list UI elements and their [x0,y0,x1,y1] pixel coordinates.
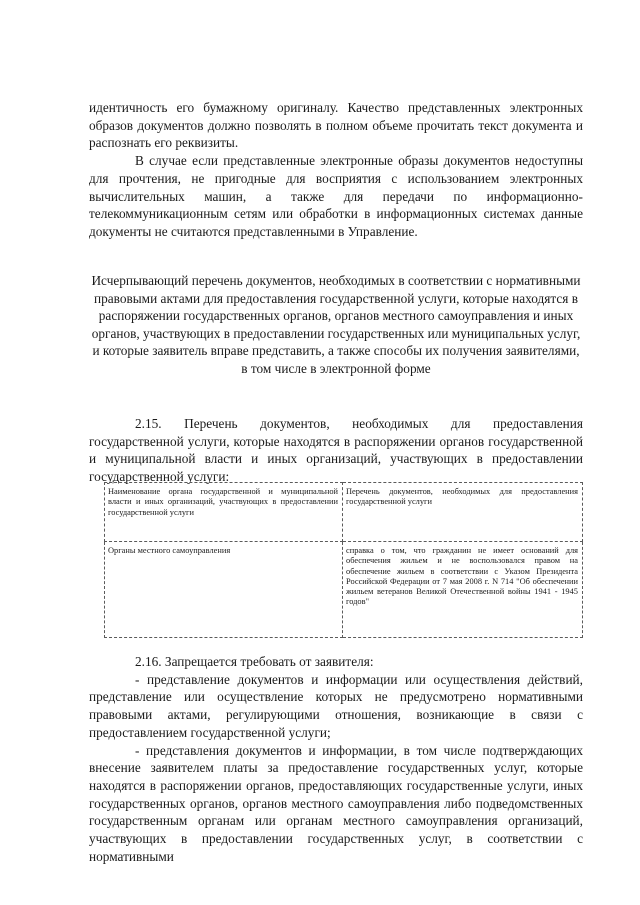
table-header-row [105,483,583,542]
paragraph-unreadable-images: В случае если представленные электронные образы документов недоступны для прочтения, не пригодные для восприятия с использованием электронных вычислительных машин, а также для передачи по информационно-телекоммуникационным сетям или обработки в информационных системах данные документы не считаются представленными в Управление. [89,153,583,239]
clause-2-15-block [89,415,583,486]
documents-table [104,482,583,638]
section-heading-block [89,272,583,378]
table-cell-documents: справка о том, что гражданин не имеет оснований для обеспечения жильем и не воспользовался правом на обеспечение жильем в соответствии с Указом Президента Российской Федерации от 7 мая 2008 г. N 714 "Об обеспечении жильем ветеранов Великой Отечественной войны 1941 - 1945 годов" [343,542,583,638]
section-heading: Исчерпывающий перечень документов, необходимых в соответствии с нормативными правовыми актами для предоставления государственной услуги, которые находятся в распоряжении государственных органов, органов местного самоуправления и иных органов, участвующих в предоставлении государственных или муниципальных услуг, и которые заявитель вправе представить, а также способы их получения заявителями, в том числе в электронной форме [91,273,581,376]
table-row [105,542,583,638]
clause-2-16-item: - представления документов и информации, в том числе подтверждающих внесение заявителем платы за предоставление государственных услуг, которые находятся в распоряжении органов, предоставляющих государственные услуги, иных государственных органов, органов местного самоуправления либо подведомственных государственным органам или органам местного самоуправления организаций, участвующих в предоставлении государственных услуг, в соответствии с нормативными [89,742,583,864]
table-header-authority: Наименование органа государственной и муниципальной власти и иных организаций, участвующих в предоставлении государственной услуги [105,483,343,542]
clause-2-16-item: - представление документов и информации или осуществления действий, представление или осуществление которых не предусмотрено нормативными правовыми актами, регулирующими отношения, возникающие в связи с предоставлением государственной услуги; [89,671,583,740]
clause-2-15: 2.15. Перечень документов, необходимых для предоставления государственной услуги, которые находятся в распоряжении органов государственной и муниципальной власти и иных организаций, участвующих в предоставлении государственной услуги: [89,416,583,485]
top-paragraphs [89,99,583,241]
paragraph-identity: идентичность его бумажному оригиналу. Качество представленных электронных образов документов должно позволять в полном объеме прочитать текст документа и распознать его реквизиты. [89,100,583,151]
clause-2-16-title: 2.16. Запрещается требовать от заявителя: [135,654,374,669]
clause-2-16-block [89,653,583,865]
table-cell-authority: Органы местного самоуправления [105,542,343,638]
table-header-documents: Перечень документов, необходимых для предоставления государственной услуги [343,483,583,542]
